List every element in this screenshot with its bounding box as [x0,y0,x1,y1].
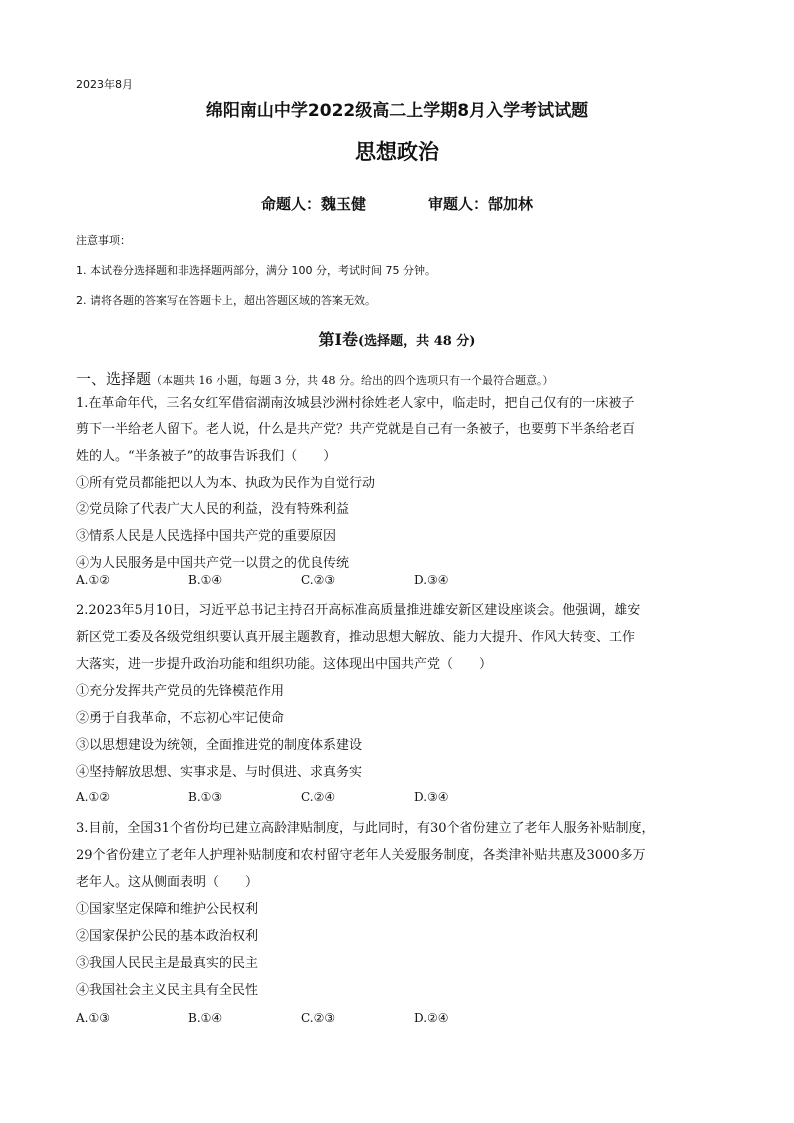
question-3-statement: ③我国人民民主是最真实的民主 [76,956,259,971]
exam-date: 2023年8月 [76,78,133,91]
option-b[interactable]: B.①④ [188,573,223,587]
question-1-text: 姓的人。“半条被子”的故事告诉我们（ ） [76,449,337,464]
question-1-statement: ①所有党员都能把以人为本、执政为民作为自觉行动 [76,476,376,491]
notice-heading: 注意事项： [76,234,131,247]
question-2-text: 新区党工委及各级党组织要认真开展主题教育，推动思想大解放、能力大提升、作风大转变、工作 [76,630,636,645]
question-3-text: 老年人。这从侧面表明（ ） [76,875,259,890]
question-3-statement: ①国家坚定保障和维护公民权利 [76,902,259,917]
option-a[interactable]: A.①③ [76,1011,110,1025]
question-2-text: 大落实，进一步提升政治功能和组织功能。这体现出中国共产党（ ） [76,657,493,672]
option-b[interactable]: B.①④ [188,1011,223,1025]
option-b[interactable]: B.①③ [188,790,223,804]
part-name: 一、选择题 [76,370,152,388]
option-d[interactable]: D.②④ [414,1011,449,1025]
question-1-text: 1.在革命年代，三名女红军借宿湖南汝城县沙洲村徐姓老人家中，临走时，把自己仅有的一床被子 [76,396,635,411]
option-d[interactable]: D.③④ [414,573,449,587]
authors-line [0,193,794,214]
question-1-text: 剪下一半给老人留下。老人说，什么是共产党？共产党就是自己有一条被子，也要剪下半条给老百 [76,422,636,437]
question-2-statement: ③以思想建设为统领，全面推进党的制度体系建设 [76,738,363,753]
option-c[interactable]: C.②③ [301,1011,336,1025]
notice-item: 2. 请将各题的答案写在答题卡上，超出答题区域的答案无效。 [76,294,376,307]
question-1-statement: ④为人民服务是中国共产党一以贯之的优良传统 [76,556,350,571]
question-1-statement: ②党员除了代表广大人民的利益，没有特殊利益 [76,502,350,517]
section-title: 第Ⅰ卷 [318,330,359,349]
option-a[interactable]: A.①② [76,573,110,587]
question-2-statement: ②勇于自我革命，不忘初心牢记使命 [76,711,285,726]
question-setter: 命题人：魏玉健 [260,195,366,213]
exam-title: 绵阳南山中学2022级高二上学期8月入学考试试题 [205,101,589,121]
section-heading [0,327,794,350]
question-3-statement: ②国家保护公民的基本政治权利 [76,929,259,944]
question-reviewer: 审题人：郜加林 [428,195,534,213]
option-c[interactable]: C.②③ [301,573,336,587]
part-description: （本题共 16 小题，每题 3 分，共 48 分。给出的四个选项只有一个最符合题意。） [151,374,554,387]
part-heading [76,368,554,389]
question-3-statement: ④我国社会主义民主具有全民性 [76,983,259,998]
option-c[interactable]: C.②④ [301,790,336,804]
question-2-statement: ①充分发挥共产党员的先锋模范作用 [76,684,285,699]
section-subtitle: (选择题，共 48 分) [358,334,476,349]
question-2-text: 2.2023年5月10日，习近平总书记主持召开高标准高质量推进雄安新区建设座谈会。他强调，雄安 [76,603,641,618]
notice-item: 1. 本试卷分选择题和非选择题两部分，满分 100 分，考试时间 75 分钟。 [76,264,436,277]
option-a[interactable]: A.①② [76,790,110,804]
question-1-statement: ③情系人民是人民选择中国共产党的重要原因 [76,529,337,544]
subject-title: 思想政治 [355,140,439,164]
option-d[interactable]: D.③④ [414,790,449,804]
question-3-text: 3.目前，全国31个省份均已建立高龄津贴制度，与此同时，有30个省份建立了老年人服务补贴制度， [76,821,655,836]
question-2-statement: ④坚持解放思想、实事求是、与时俱进、求真务实 [76,765,363,780]
question-3-text: 29个省份建立了老年人护理补贴制度和农村留守老年人关爱服务制度，各类津补贴共惠及3000多万 [76,848,646,863]
